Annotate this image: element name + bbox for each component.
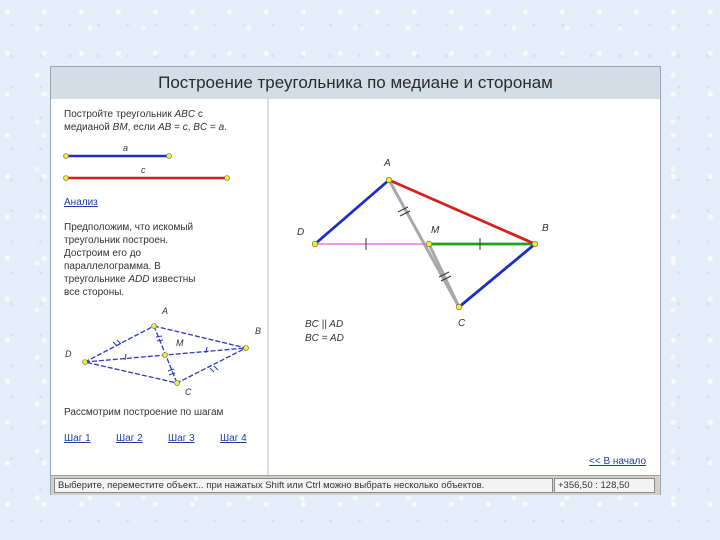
relation-equal: BC = AD — [305, 333, 344, 344]
analysis-suffix: известны — [149, 274, 196, 285]
mini-label-m: M — [176, 338, 184, 348]
mini-label-b: B — [255, 326, 262, 336]
task-comma: , — [187, 122, 194, 133]
side-ab[interactable] — [389, 180, 535, 244]
mini-label-c: C — [185, 387, 192, 397]
status-bar — [51, 475, 660, 495]
analysis-line-4: параллелограмма. В — [64, 261, 161, 272]
status-message: Выберите, переместите объект... при нажатых Shift или Ctrl можно выбрать несколько объектов. — [54, 478, 553, 493]
analysis-line-2: треугольник построен. — [64, 235, 169, 246]
step-2-link[interactable]: Шаг 2 — [116, 433, 143, 444]
analysis-line-6: все стороны. — [64, 287, 125, 298]
window-title: Построение треугольника по медиане и сторонам — [51, 67, 660, 99]
analysis-line-5 — [64, 273, 195, 286]
app-window — [50, 66, 661, 495]
task-line-1 — [64, 108, 203, 121]
task-period: . — [224, 122, 227, 133]
analysis-prefix: треугольнике — [64, 274, 129, 285]
label-m: M — [431, 225, 440, 236]
main-construction[interactable] — [269, 99, 660, 475]
median-mc[interactable] — [429, 244, 459, 307]
task-bc: BC — [193, 122, 208, 133]
analysis-link[interactable]: Анализ — [64, 197, 98, 208]
task-a: a — [218, 122, 225, 133]
task-ab: AB — [157, 122, 172, 133]
task-text-3: , если — [127, 122, 158, 133]
label-b: B — [542, 223, 549, 234]
mini-point-m[interactable] — [163, 353, 168, 358]
left-panel — [51, 99, 269, 475]
point-b[interactable] — [532, 241, 538, 247]
mini-point-b[interactable] — [244, 346, 249, 351]
point-a[interactable] — [386, 177, 392, 183]
segment-a-start[interactable] — [64, 154, 69, 159]
segment-c-label: c — [141, 165, 146, 175]
task-eq-1: = — [171, 122, 183, 133]
segment-a-label: a — [123, 143, 129, 153]
segment-c-start[interactable] — [64, 176, 69, 181]
status-coords: +356,50 : 128,50 — [554, 478, 655, 493]
back-to-start-link[interactable]: << В начало — [589, 456, 647, 467]
task-text-2: медианой — [64, 122, 113, 133]
step-1-link[interactable]: Шаг 1 — [64, 433, 91, 444]
mini-label-d: D — [65, 349, 72, 359]
point-c[interactable] — [456, 304, 462, 310]
task-text-tail: с — [195, 109, 203, 120]
mini-point-d[interactable] — [83, 360, 88, 365]
task-c: c — [182, 122, 188, 133]
mini-label-a: A — [162, 306, 169, 316]
task-text: Постройте треугольник — [64, 109, 175, 120]
segment-a-end[interactable] — [167, 154, 172, 159]
segment-c-end[interactable] — [225, 176, 230, 181]
task-abc: ABC — [174, 109, 196, 120]
step-3-link[interactable]: Шаг 3 — [168, 433, 195, 444]
analysis-add: ADD — [128, 274, 150, 285]
point-d[interactable] — [312, 241, 318, 247]
relation-parallel: BC || AD — [305, 319, 344, 330]
steps-intro: Рассмотрим построение по шагам — [64, 407, 224, 418]
analysis-line-3: Достроим его до — [64, 248, 142, 259]
point-m[interactable] — [426, 241, 432, 247]
drawing-area[interactable] — [269, 99, 660, 475]
label-c: C — [458, 318, 466, 329]
step-4-link[interactable]: Шаг 4 — [220, 433, 247, 444]
side-da[interactable] — [315, 180, 389, 244]
analysis-line-1: Предположим, что искомый — [64, 222, 194, 233]
label-a: A — [384, 158, 391, 169]
task-bm: BM — [112, 122, 128, 133]
label-d: D — [297, 227, 305, 238]
side-bc[interactable] — [459, 244, 535, 307]
given-segments — [51, 137, 267, 187]
task-line-2 — [64, 121, 227, 134]
mini-point-c[interactable] — [175, 381, 180, 386]
mini-point-a[interactable] — [152, 324, 157, 329]
task-eq-2: = — [207, 122, 219, 133]
mini-diagram — [51, 301, 267, 399]
